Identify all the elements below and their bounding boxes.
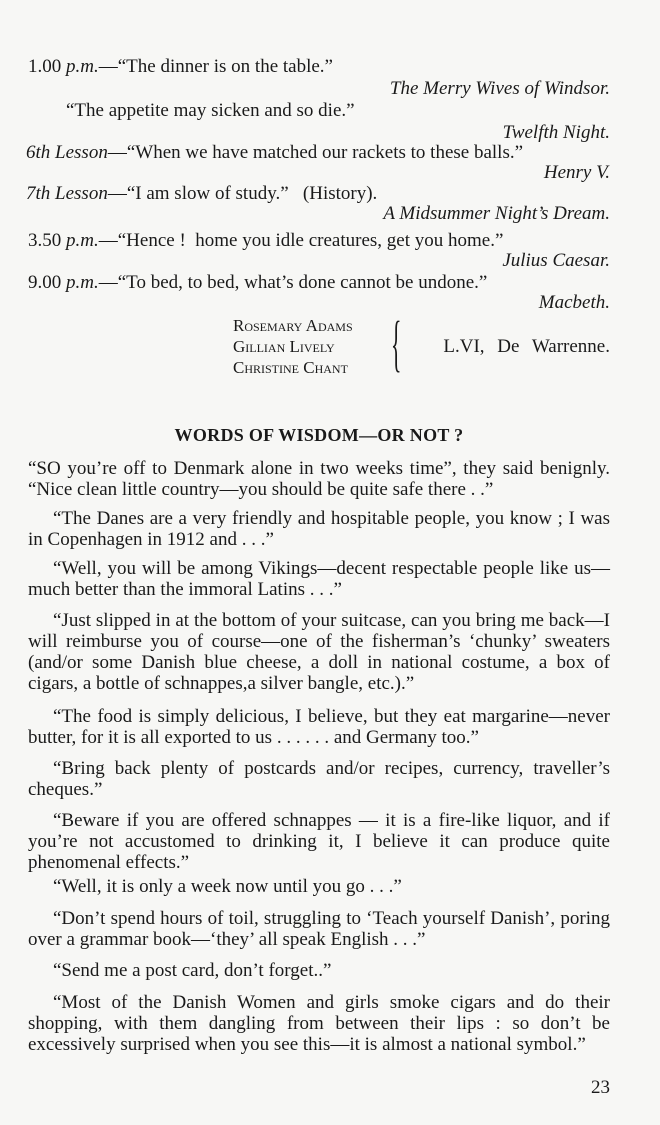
article-paragraph: “Most of the Danish Women and girls smoke cigars and do their shopping, with them dangling from between their lips : so don’t be excessively surprised when you see this—it is almost a national symbol.” bbox=[28, 992, 610, 1055]
article-paragraph: “Send me a post card, don’t forget..” bbox=[53, 960, 332, 981]
signer-name: Rosemary Adams bbox=[233, 316, 353, 335]
article-title: WORDS OF WISDOM—OR NOT ? bbox=[174, 425, 464, 445]
entry-period: 7th Lesson bbox=[26, 183, 108, 204]
entry-time: 9.00 bbox=[28, 272, 62, 293]
article-paragraph: “Don’t spend hours of toil, struggling to ‘Teach yourself Danish’, poring over a grammar book—‘they’ all speak English . . .” bbox=[28, 908, 610, 950]
timetable-entry-2 bbox=[66, 100, 355, 122]
article-paragraph: “Well, it is only a week now until you go . . .” bbox=[53, 876, 402, 897]
entry-period: p.m. bbox=[66, 56, 99, 77]
entry-source-6: Macbeth. bbox=[538, 292, 610, 313]
article-paragraph: “The Danes are a very friendly and hospitable people, you know ; I was in Copenhagen in 1912 and . . .” bbox=[28, 508, 610, 550]
entry-source-1: The Merry Wives of Windsor. bbox=[389, 78, 610, 99]
article-paragraph: “Beware if you are offered schnappes — it is a fire-like liquor, and if you’re not accustomed to drinking it, I believe it can produce quite phenomenal effects.” bbox=[28, 810, 610, 873]
article-paragraph: “SO you’re off to Denmark alone in two weeks time”, they said benignly. “Nice clean little country—you should be quite safe there . .” bbox=[28, 458, 610, 500]
entry-quote: —“The dinner is on the table.” bbox=[98, 56, 333, 77]
entry-time: 1.00 bbox=[28, 56, 62, 77]
entry-quote: “The appetite may sicken and so die.” bbox=[66, 100, 355, 121]
entry-period: p.m. bbox=[66, 230, 99, 251]
entry-source-4: A Midsummer Night’s Dream. bbox=[383, 203, 610, 224]
entry-period: p.m. bbox=[66, 272, 99, 293]
entry-quote: —“To bed, to bed, what’s done cannot be undone.” bbox=[98, 272, 488, 293]
timetable-entry-1 bbox=[28, 56, 333, 78]
timetable-entry-5 bbox=[28, 230, 503, 252]
timetable-entry-4 bbox=[26, 183, 377, 205]
article-paragraph: “The food is simply delicious, I believe, but they eat margarine—never butter, for it is all exported to us . . . . . . and Germany too.” bbox=[28, 706, 610, 748]
curly-brace-icon: { bbox=[391, 310, 402, 378]
article-paragraph: “Bring back plenty of postcards and/or recipes, currency, traveller’s cheques.” bbox=[28, 758, 610, 800]
article-paragraph: “Just slipped in at the bottom of your suitcase, can you bring me back—I will reimburse you of course—one of the fisherman’s ‘chunky’ sweaters (and/or some Danish blue cheese, a doll in national costume, a box of cigars, a bottle of schnappes,a silver bangle, etc.).” bbox=[28, 610, 610, 694]
entry-period: 6th Lesson bbox=[26, 142, 108, 163]
signature-names bbox=[233, 315, 353, 378]
entry-source-3: Henry V. bbox=[543, 162, 610, 183]
timetable-entry-3 bbox=[26, 142, 523, 164]
signer-name: Christine Chant bbox=[233, 358, 348, 377]
form-label: L.VI, De Warrenne. bbox=[443, 336, 610, 357]
entry-quote: —“Hence ! home you idle creatures, get you home.” bbox=[98, 230, 504, 251]
page-number: 23 bbox=[591, 1077, 610, 1098]
timetable-entry-6 bbox=[28, 272, 487, 294]
entry-quote: —“When we have matched our rackets to these balls.” bbox=[107, 142, 524, 163]
entry-time: 3.50 bbox=[28, 230, 62, 251]
signer-name: Gillian Lively bbox=[233, 337, 335, 356]
entry-source-2: Twelfth Night. bbox=[502, 122, 610, 143]
entry-source-5: Julius Caesar. bbox=[502, 250, 610, 271]
entry-quote: —“I am slow of study.” (History). bbox=[107, 183, 378, 204]
article-paragraph: “Well, you will be among Vikings—decent respectable people like us—much better than the immoral Latins . . .” bbox=[28, 558, 610, 600]
